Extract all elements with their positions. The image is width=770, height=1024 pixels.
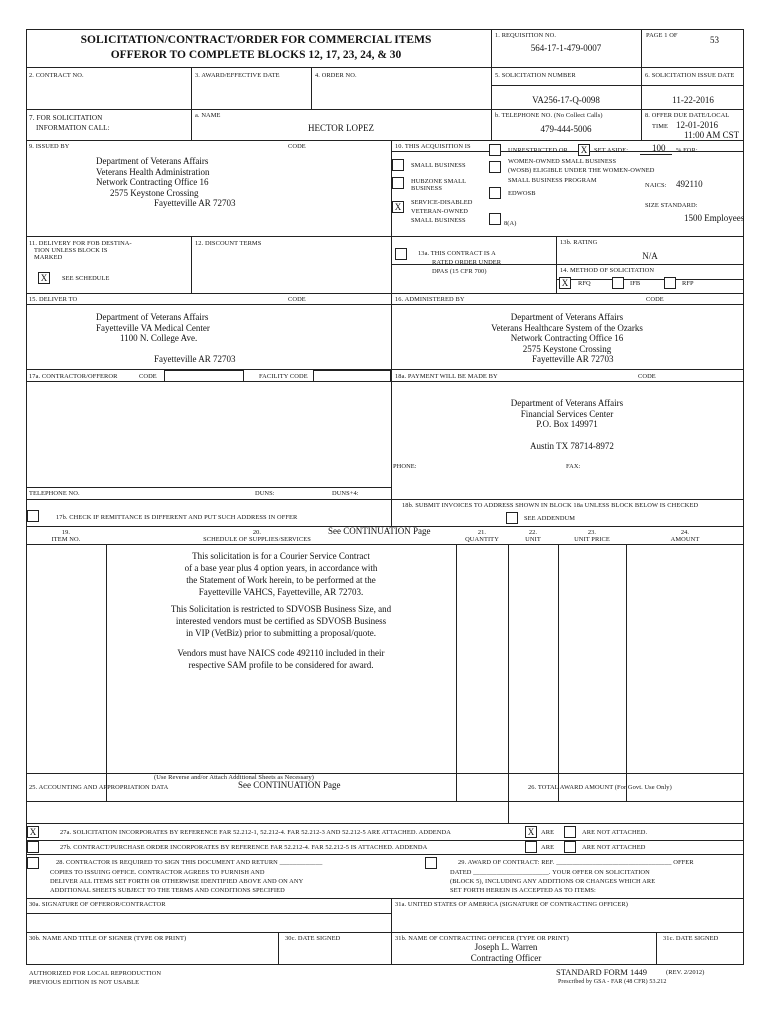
form-title xyxy=(46,33,466,63)
issue-date-value[interactable]: 11-22-2016 xyxy=(672,95,714,105)
telephone-label: b. TELEPHONE NO. (No Collect Calls) xyxy=(495,112,603,119)
col-quantity-label: QUANTITY xyxy=(465,536,499,543)
col-schedule-num: 20. xyxy=(252,529,262,536)
contractor-sign-checkbox[interactable] xyxy=(27,857,39,869)
rule xyxy=(641,109,642,140)
offer-due-time[interactable]: 11:00 AM CST xyxy=(684,130,740,140)
rule xyxy=(656,932,657,964)
page-total: 53 xyxy=(710,35,719,45)
contract-no-label: 2. CONTRACT NO. xyxy=(29,72,84,79)
unrestricted-label: UNRESTRICTED OR xyxy=(508,147,568,154)
rule xyxy=(26,236,744,237)
footer-left-2: PREVIOUS EDITION IS NOT USABLE xyxy=(29,979,140,986)
rule xyxy=(640,154,672,155)
co-date-label: 31c. DATE SIGNED xyxy=(663,935,719,942)
ifb-label: IFB xyxy=(630,280,641,287)
size-standard-value[interactable]: 1500 Employees xyxy=(684,213,745,223)
description-line: interested vendors must be certified as SDVOSB Business xyxy=(175,616,387,626)
description-line: Fayetteville VAHCS, Fayetteville, AR 72703. xyxy=(198,587,364,597)
description-line: of a base year plus 4 option years, in accordance with xyxy=(184,563,378,573)
administered-by-label: 16. ADMINISTERED BY xyxy=(395,296,465,303)
rule xyxy=(508,544,509,801)
rule xyxy=(311,67,312,109)
submit-invoices-label: 18b. SUBMIT INVOICES TO ADDRESS SHOWN IN BLOCK 18a UNLESS BLOCK BELOW IS CHECKED xyxy=(402,502,699,509)
setaside-label: SET ASIDE: xyxy=(594,147,629,154)
deliver-to-line: 1100 N. College Ave. xyxy=(120,333,198,344)
col-item-label: ITEM NO. xyxy=(51,536,81,543)
discount-terms-label: 12. DISCOUNT TERMS xyxy=(195,240,262,247)
rule xyxy=(26,29,744,30)
issued-by-line: Department of Veterans Affairs xyxy=(96,156,209,166)
phone-label: PHONE: xyxy=(393,463,417,470)
payment-line: Financial Services Center xyxy=(520,408,614,419)
for-solicitation-label-2: INFORMATION CALL: xyxy=(36,124,110,132)
rating-value[interactable]: N/A xyxy=(642,251,658,261)
deliver-to-line: Fayetteville VA Medical Center xyxy=(96,322,210,333)
solicitation-number-label: 5. SOLICITATION NUMBER xyxy=(495,72,576,79)
form-name: STANDARD FORM 1449 xyxy=(556,967,647,977)
eight-a-checkbox[interactable] xyxy=(489,213,501,225)
percent-for-label: % FOR: xyxy=(676,147,698,154)
naics-value[interactable]: 492110 xyxy=(676,179,703,189)
acquisition-label: 10. THIS ACQUISITION IS xyxy=(395,143,471,150)
rfp-checkbox[interactable] xyxy=(664,277,676,289)
setaside-percent[interactable]: 100 xyxy=(652,143,666,153)
administered-by-line: 2575 Keystone Crossing xyxy=(522,343,612,354)
description-line: This Solicitation is restricted to SDVOSB Business Size, and xyxy=(170,604,392,614)
clause-27b-are-checkbox[interactable] xyxy=(525,841,537,853)
telephone-no-label: TELEPHONE NO. xyxy=(29,490,80,497)
clause-27b-not-checkbox[interactable] xyxy=(564,841,576,853)
telephone-value[interactable]: 479-444-5006 xyxy=(540,124,592,134)
small-business-label: SMALL BUSINESS xyxy=(411,162,466,169)
rule xyxy=(391,898,392,964)
rule xyxy=(743,29,744,964)
deliver-to-address xyxy=(96,312,210,344)
sdvosb-label-3: SMALL BUSINESS xyxy=(411,217,466,224)
hubzone-checkbox[interactable] xyxy=(392,177,404,189)
footer-left-1: AUTHORIZED FOR LOCAL REPRODUCTION xyxy=(29,970,162,977)
administered-by-address xyxy=(392,312,742,354)
contractor-code-field[interactable] xyxy=(164,370,244,382)
rule xyxy=(26,854,744,855)
col-unit-price-num: 23. xyxy=(587,529,597,536)
wosb-label-2: (WOSB) ELIGIBLE UNDER THE WOMEN-OWNED xyxy=(508,167,655,174)
payment-address xyxy=(392,398,742,430)
accounting-label: 25. ACCOUNTING AND APPROPRIATION DATA xyxy=(29,784,169,791)
clause-27b-are-label: ARE xyxy=(541,844,555,851)
clause-28-line1: 28. CONTRACTOR IS REQUIRED TO SIGN THIS DOCUMENT AND RETURN _____________ xyxy=(56,859,323,866)
facility-code-field[interactable] xyxy=(313,370,391,382)
clause-29-line2: DATED _______________________. YOUR OFFER ON SOLICITATION xyxy=(450,869,650,876)
clause-28-line2: COPIES TO ISSUING OFFICE. CONTRACTOR AGREES TO FURNISH AND xyxy=(50,869,265,876)
see-schedule-checkbox[interactable]: X xyxy=(38,272,50,284)
rule xyxy=(641,29,642,109)
issued-by-line: Fayetteville AR 72703 xyxy=(154,198,236,209)
rule xyxy=(26,898,744,899)
delivery-fob-label-2: TION UNLESS BLOCK IS xyxy=(34,247,108,254)
payment-code-label: CODE xyxy=(638,373,656,380)
description-line: the Statement of Work herein, to be performed at the xyxy=(186,575,376,585)
see-addendum-checkbox[interactable] xyxy=(506,512,518,524)
issue-date-label: 6. SOLICITATION ISSUE DATE xyxy=(645,72,735,79)
offeror-date-label: 30c. DATE SIGNED xyxy=(285,935,341,942)
offer-time-label: TIME xyxy=(652,123,669,130)
facility-code-label: FACILITY CODE xyxy=(259,373,308,380)
col-schedule-label: SCHEDULE OF SUPPLIES/SERVICES xyxy=(203,536,311,543)
col-unit-label: UNIT xyxy=(525,536,541,543)
clause-27a-text: 27a. SOLICITATION INCORPORATES BY REFERENCE FAR 52.212-1, 52.212-4. FAR 52.212-3 AND 52.212-5 ARE ATTACHED. ADDENDA xyxy=(60,829,451,836)
rule xyxy=(26,773,744,774)
page-label: PAGE 1 OF xyxy=(646,32,678,39)
issued-by-code-label: CODE xyxy=(288,143,306,150)
hubzone-label-2: BUSINESS xyxy=(411,185,442,192)
rule xyxy=(26,293,744,294)
requisition-label: 1. REQUISITION NO. xyxy=(495,32,557,39)
rule xyxy=(191,236,192,293)
offer-due-label: 8. OFFER DUE DATE/LOCAL xyxy=(645,112,730,119)
description-line: Vendors must have NAICS code 492110 included in their xyxy=(177,648,385,658)
payment-line: P.O. Box 149971 xyxy=(536,419,598,430)
payment-line: Department of Veterans Affairs xyxy=(510,398,624,408)
sdvosb-checkbox[interactable]: X xyxy=(392,201,404,213)
issued-by-line: Network Contracting Office 16 xyxy=(96,177,209,188)
rule xyxy=(508,773,509,823)
co-name-label: 31b. NAME OF CONTRACTING OFFICER (TYPE OR PRINT) xyxy=(395,935,569,942)
remittance-label: 17b. CHECK IF REMITTANCE IS DIFFERENT AND PUT SUCH ADDRESS IN OFFER xyxy=(56,514,298,521)
description-line: in VIP (VetBiz) prior to submitting a proposal/quote. xyxy=(186,628,376,638)
eight-a-label: 8(A) xyxy=(504,220,517,227)
see-addendum-label: SEE ADDENDUM xyxy=(524,515,576,522)
payment-city: Austin TX 78714-8972 xyxy=(530,441,614,451)
wosb-checkbox[interactable] xyxy=(489,161,501,173)
fax-label: FAX: xyxy=(566,463,581,470)
order-no-label: 4. ORDER NO. xyxy=(315,72,357,79)
contractor-code-label: CODE xyxy=(139,373,157,380)
size-standard-label: SIZE STANDARD: xyxy=(645,202,698,209)
clause-28-line4: ADDITIONAL SHEETS SUBJECT TO THE TERMS AND CONDITIONS SPECIFIED xyxy=(50,887,285,894)
clause-27b-checkbox[interactable] xyxy=(27,841,39,853)
wosb-label-1: WOMEN-OWNED SMALL BUSINESS xyxy=(508,158,617,165)
description-line: respective SAM profile to be considered for award. xyxy=(188,660,374,670)
clause-28-line3: DELIVER ALL ITEMS SET FORTH OR OTHERWISE IDENTIFIED ABOVE AND ON ANY xyxy=(50,878,304,885)
solicitation-number-value[interactable]: VA256-17-Q-0098 xyxy=(532,95,600,105)
total-award-label: 26. TOTAL AWARD AMOUNT (For Govt. Use Only) xyxy=(528,784,672,791)
sf1449-form xyxy=(26,29,744,1012)
requisition-value[interactable]: 564-17-1-479-0007 xyxy=(530,43,602,53)
col-item-num: 19. xyxy=(61,529,71,536)
payment-by-label: 18a. PAYMENT WILL BE MADE BY xyxy=(395,373,498,380)
rule xyxy=(26,932,744,933)
administered-by-city: Fayetteville AR 72703 xyxy=(532,354,614,364)
rule xyxy=(456,544,457,801)
description-line: This solicitation is for a Courier Service Contract xyxy=(192,551,370,561)
naics-label: NAICS: xyxy=(645,182,667,189)
for-solicitation-label-1: 7. FOR SOLICITATION xyxy=(29,114,103,122)
rule xyxy=(26,840,744,841)
item-description-para2 xyxy=(107,603,455,639)
award-date-label: 3. AWARD/EFFECTIVE DATE xyxy=(195,72,280,79)
clause-27b-text: 27b. CONTRACT/PURCHASE ORDER INCORPORATES BY REFERENCE FAR 52.212-4. FAR 52.212-5 IS ATTACHED. ADDENDA xyxy=(60,844,428,851)
edwosb-label: EDWOSB xyxy=(508,190,536,197)
rule xyxy=(191,67,192,109)
item-description-para3 xyxy=(107,647,455,671)
co-title-value: Contracting Officer xyxy=(470,953,542,963)
edwosb-checkbox[interactable] xyxy=(489,187,501,199)
setaside-checkbox[interactable]: X xyxy=(578,144,590,156)
rule xyxy=(26,304,744,305)
clause-27a-checkbox[interactable]: X xyxy=(27,826,39,838)
rule xyxy=(556,236,557,293)
rule xyxy=(26,964,744,965)
rule xyxy=(26,29,27,964)
clause-29-line4: SET FORTH HEREIN IS ACCEPTED AS TO ITEMS: xyxy=(450,887,596,894)
administered-by-line: Department of Veterans Affairs xyxy=(510,312,624,322)
prescribed-by: Prescribed by GSA - FAR (48 CFR) 53.212 xyxy=(558,979,667,985)
rule xyxy=(26,67,744,68)
issued-by-label: 9. ISSUED BY xyxy=(29,143,70,150)
issued-by-address xyxy=(96,156,236,209)
rating-label: 13b. RATING xyxy=(560,239,598,246)
rule xyxy=(26,109,744,110)
delivery-fob-label-3: MARKED xyxy=(34,254,63,261)
rule xyxy=(26,140,744,141)
sdvosb-label-2: VETERAN-OWNED xyxy=(411,208,469,215)
accounting-value: See CONTINUATION Page xyxy=(238,780,341,790)
rule xyxy=(26,487,391,488)
rule xyxy=(558,544,559,801)
contact-name-label: a. NAME xyxy=(195,112,221,119)
contractor-label: 17a. CONTRACTOR/OFFEROR xyxy=(29,373,118,380)
method-label: 14. METHOD OF SOLICITATION xyxy=(560,267,655,274)
issued-by-line: Veterans Health Administration xyxy=(96,166,210,177)
co-name-value: Joseph L. Warren xyxy=(474,942,538,952)
clause-27a-not-checkbox[interactable] xyxy=(564,826,576,838)
wosb-label-3: SMALL BUSINESS PROGRAM xyxy=(508,177,597,184)
rule xyxy=(626,544,627,801)
rule xyxy=(191,109,192,140)
clause-27a-not-label: ARE NOT ATTACHED. xyxy=(582,829,648,836)
sdvosb-label-1: SERVICE-DISABLED xyxy=(411,199,473,206)
rule xyxy=(26,544,744,545)
unrestricted-checkbox[interactable] xyxy=(489,144,501,156)
rule xyxy=(26,913,391,914)
clause-29-line1: 29. AWARD OF CONTRACT: REF. ___________________________________ OFFER xyxy=(458,859,694,866)
see-schedule-label: SEE SCHEDULE xyxy=(62,275,110,282)
duns-label: DUNS: xyxy=(255,490,275,497)
contact-name-value[interactable]: HECTOR LOPEZ xyxy=(307,123,375,133)
clause-29-line3: (BLOCK 5), INCLUDING ANY ADDITIONS OR CHANGES WHICH ARE xyxy=(450,878,656,885)
award-checkbox[interactable] xyxy=(425,857,437,869)
clause-27a-are-label: ARE xyxy=(541,829,555,836)
rule xyxy=(278,932,279,964)
rated-order-checkbox[interactable] xyxy=(395,248,407,260)
rule xyxy=(491,85,744,86)
col-unit-num: 22. xyxy=(528,529,538,536)
rule xyxy=(26,499,744,500)
ifb-checkbox[interactable] xyxy=(612,277,624,289)
schedule-continuation-note: See CONTINUATION Page xyxy=(328,526,431,536)
administered-by-line: Network Contracting Office 16 xyxy=(510,333,624,344)
delivery-fob-label-1: 11. DELIVERY FOR FOB DESTINA- xyxy=(29,240,132,247)
signer-name-label: 30b. NAME AND TITLE OF SIGNER (TYPE OR PRINT) xyxy=(29,935,187,942)
co-signature-label: 31a. UNITED STATES OF AMERICA (SIGNATURE OF CONTRACTING OFFICER) xyxy=(395,901,628,908)
rated-order-label-3: DPAS (15 CFR 700) xyxy=(432,268,487,275)
rule xyxy=(491,29,492,140)
clause-27a-are-checkbox[interactable]: X xyxy=(525,826,537,838)
form-title-line2: OFFEROR TO COMPLETE BLOCKS 12, 17, 23, 24, & 30 xyxy=(110,49,402,61)
rfq-checkbox[interactable]: X xyxy=(559,277,571,289)
deliver-to-label: 15. DELIVER TO xyxy=(29,296,78,303)
duns4-label: DUNS+4: xyxy=(332,490,359,497)
rfp-label: RFP xyxy=(682,280,694,287)
col-quantity-num: 21. xyxy=(477,529,487,536)
item-description-para1 xyxy=(107,550,455,598)
form-revision: (REV. 2/2012) xyxy=(666,969,705,976)
rfq-label: RFQ xyxy=(578,280,591,287)
deliver-to-code-label: CODE xyxy=(288,296,306,303)
clause-27b-not-label: ARE NOT ATTACHED xyxy=(582,844,646,851)
rated-order-label-2: RATED ORDER UNDER xyxy=(432,259,502,266)
offer-due-date[interactable]: 12-01-2016 xyxy=(676,120,718,130)
administered-code-label: CODE xyxy=(646,296,664,303)
offeror-signature-label: 30a. SIGNATURE OF OFFEROR/CONTRACTOR xyxy=(29,901,166,908)
administered-by-line: Veterans Healthcare System of the Ozarks xyxy=(491,322,643,333)
hubzone-label-1: HUBZONE SMALL xyxy=(411,178,467,185)
form-title-line1: SOLICITATION/CONTRACT/ORDER FOR COMMERCIAL ITEMS xyxy=(80,34,432,46)
rule xyxy=(26,801,744,802)
col-unit-price-label: UNIT PRICE xyxy=(574,536,610,543)
reverse-note: (Use Reverse and/or Attach Additional Sheets as Necessary) xyxy=(154,774,315,781)
rule xyxy=(26,823,744,824)
issued-by-line: 2575 Keystone Crossing xyxy=(110,187,199,198)
rated-order-label-1: 13a. THIS CONTRACT IS A xyxy=(418,250,496,257)
deliver-to-line: Department of Veterans Affairs xyxy=(96,312,209,322)
col-amount-num: 24. xyxy=(680,529,690,536)
remittance-checkbox[interactable] xyxy=(27,510,39,522)
deliver-to-city: Fayetteville AR 72703 xyxy=(154,354,236,364)
col-amount-label: AMOUNT xyxy=(670,536,700,543)
small-business-checkbox[interactable] xyxy=(392,159,404,171)
